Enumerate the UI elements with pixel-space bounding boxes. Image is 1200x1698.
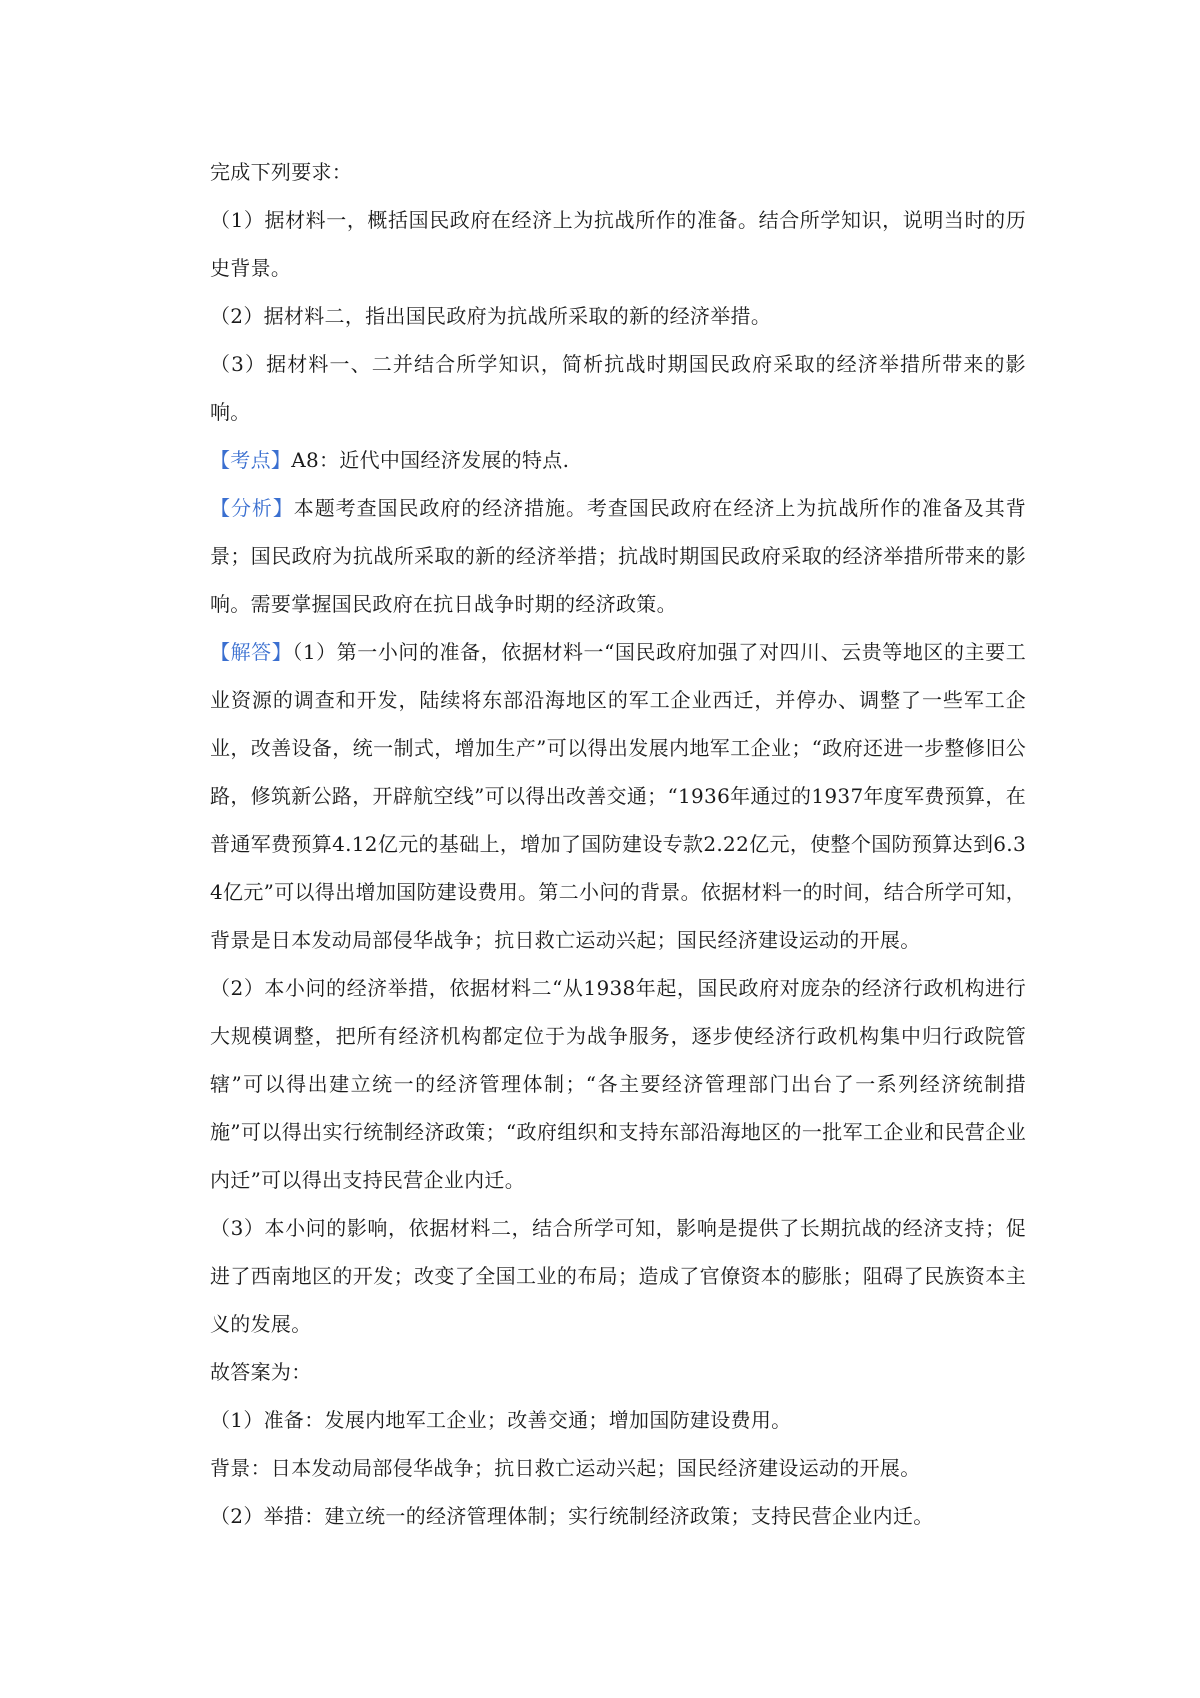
document-page <box>210 148 1026 1540</box>
question-2: （2）据材料二，指出国民政府为抗战所采取的新的经济举措。 <box>210 304 772 328</box>
kaodian-text: A8：近代中国经济发展的特点. <box>291 448 570 472</box>
question-1: （1）据材料一，概括国民政府在经济上为抗战所作的准备。结合所学知识，说明当时的历史背景。 <box>210 208 1026 280</box>
requirements-heading: 完成下列要求： <box>210 160 353 184</box>
question-3: （3）据材料一、二并结合所学知识，简析抗战时期国民政府采取的经济举措所带来的影响。 <box>210 352 1026 424</box>
kaodian-section <box>210 436 1026 484</box>
jieda-part-1: （1）第一小问的准备，依据材料一“国民政府加强了对四川、云贵等地区的主要工业资源的调查和开发，陆续将东部沿海地区的军工企业西迁，并停办、调整了一些军工企业，改善设备，统一制式，增加生产”可以得出发展内地军工企业；“政府还进一步整修旧公路，修筑新公路，开辟航空线”可以得出改善交通；“1936年通过的1937年度军费预算，在普通军费预算4.12亿元的基础上，增加了国防建设专款2.22亿元，使整个国防预算达到6.34亿元”可以得出增加国防建设费用。第二小问的背景。依据材料一的时间，结合所学可知，背景是日本发动局部侵华战争；抗日救亡运动兴起；国民经济建设运动的开展。 <box>210 640 1026 952</box>
answer-line-3: （2）举措：建立统一的经济管理体制；实行统制经济政策；支持民营企业内迁。 <box>210 1504 934 1528</box>
jieda-part-3: （3）本小问的影响，依据材料二，结合所学可知，影响是提供了长期抗战的经济支持；促进了西南地区的开发；改变了全国工业的布局；造成了官僚资本的膨胀；阻碍了民族资本主义的发展。 <box>210 1216 1026 1336</box>
fenxi-section <box>210 484 1026 628</box>
jieda-section <box>210 628 1026 964</box>
fenxi-text: 本题考查国民政府的经济措施。考查国民政府在经济上为抗战所作的准备及其背景；国民政府为抗战所采取的新的经济举措；抗战时期国民政府采取的经济举措所带来的影响。需要掌握国民政府在抗日战争时期的经济政策。 <box>210 496 1027 616</box>
answer-line-2: 背景：日本发动局部侵华战争；抗日救亡运动兴起；国民经济建设运动的开展。 <box>210 1456 921 1480</box>
answer-intro: 故答案为： <box>210 1360 312 1384</box>
fenxi-label: 【分析】 <box>210 496 294 520</box>
kaodian-label: 【考点】 <box>210 448 292 472</box>
jieda-label: 【解答】 <box>210 640 293 664</box>
answer-line-1: （1）准备：发展内地军工企业；改善交通；增加国防建设费用。 <box>210 1408 792 1432</box>
jieda-part-2: （2）本小问的经济举措，依据材料二“从1938年起，国民政府对庞杂的经济行政机构进行大规模调整，把所有经济机构都定位于为战争服务，逐步使经济行政机构集中归行政院管辖”可以得出建立统一的经济管理体制；“各主要经济管理部门出台了一系列经济统制措施”可以得出实行统制经济政策；“政府组织和支持东部沿海地区的一批军工企业和民营企业内迁”可以得出支持民营企业内迁。 <box>210 976 1026 1192</box>
